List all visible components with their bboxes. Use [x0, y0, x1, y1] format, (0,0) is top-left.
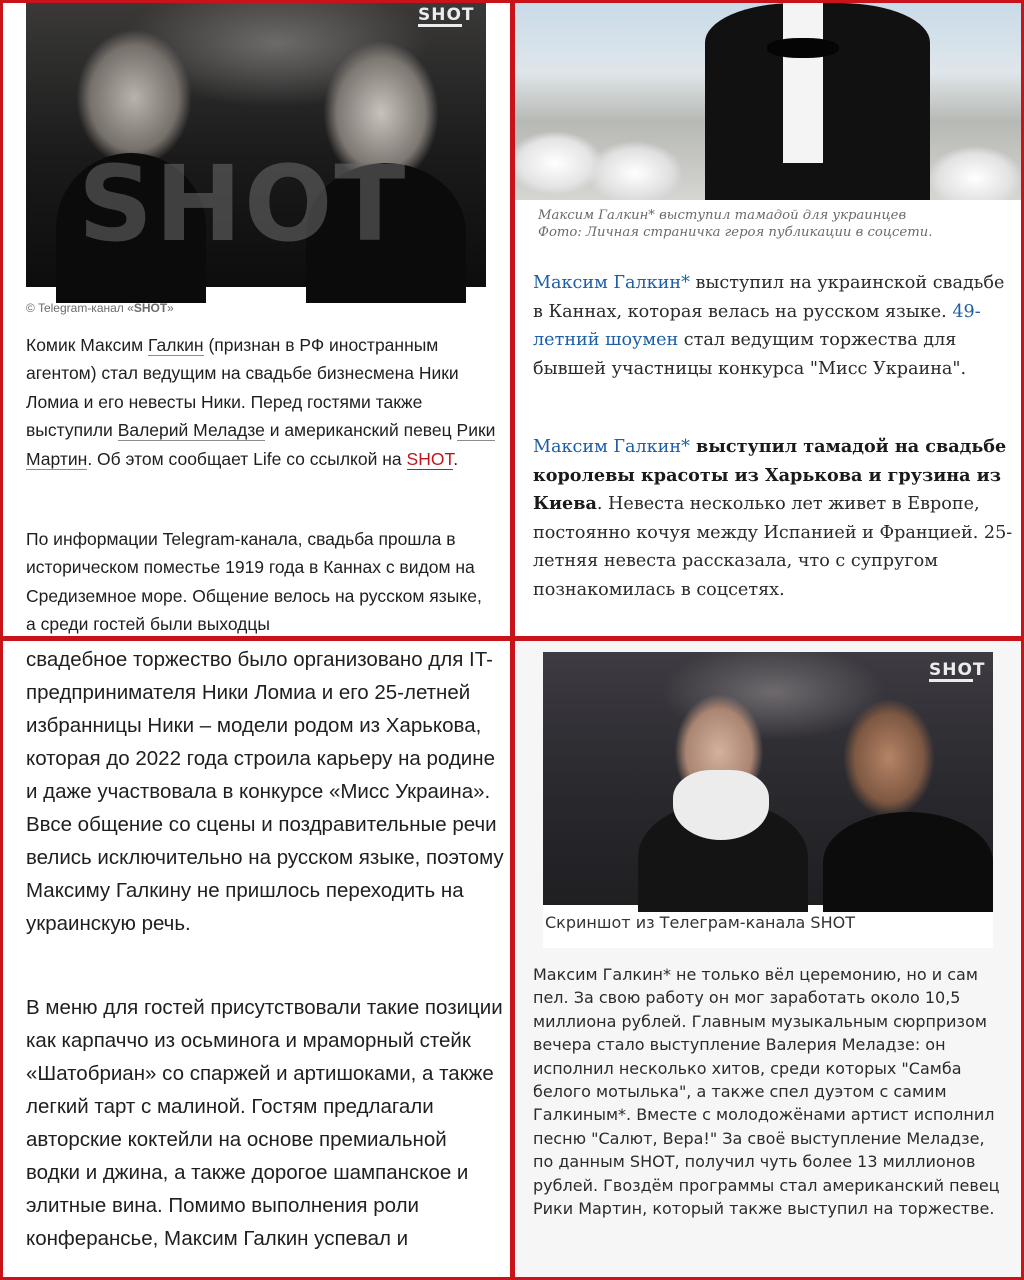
link-meladze[interactable]: Валерий Меладзе — [117, 420, 265, 441]
photo-caption: Скриншот из Телеграм-канала SHOT — [545, 913, 855, 932]
photo-credit — [26, 301, 174, 315]
article-panel-top-right — [515, 3, 1021, 636]
link-galkin[interactable]: Максим Галкин* — [533, 437, 690, 457]
article-paragraph: В меню для гостей присутствовали такие позиции как карпаччо из осьминога и мраморный стейк «Шатобриан» со спаржей и артишоками, а также легкий тарт с малиной. Гостям предлагали авторские коктейли на основе премиальной водки и джина, а также дорогое шампанское и элитные вина. Помимо выполнения роли конферансье, Максим Галкин успевал и — [26, 996, 503, 1250]
article-paragraph: Максим Галкин* не только вёл церемонию, но и сам пел. За свою работу он мог заработать около 10,5 миллиона рублей. Главным музыкальным сюрпризом вечера стало выступление Валерия Меладзе: он исполнил несколько хитов, среди которых "Самба белого мотылька", а также спел дуэтом с самим Галкиным*. Вместе с молодожёнами артист исполнил песню "Салют, Вера!" За своё выступление Меладзе, по данным SHOT, получил чуть более 13 миллионов рублей. Гвоздём программы стал американский певец Рики Мартин, который также выступил на торжестве. — [533, 965, 1000, 1219]
shot-logo: SHOT — [418, 5, 475, 25]
selfie-photo — [543, 652, 993, 905]
article-paragraph: свадебное торжество было организовано для IT-предпринимателя Ники Ломиа и его 25-летней избранницы Ники – модели родом из Харькова, которая до 2022 года строила карьеру на родине и даже участвовала в конкурсе «Мисс Украина». Ввсе общение со сцены и поздравительные речи велись исключительно на русском языке, поэтому Максиму Галкину не пришлось переходить на украинскую речь. — [26, 648, 504, 935]
credit-prefix: © Telegram-канал « — [26, 301, 134, 315]
link-galkin[interactable]: Галкин — [148, 335, 204, 355]
link-shot[interactable]: SHOT — [406, 448, 454, 469]
photo-caption: Максим Галкин* выступил тамадой для украинцев Фото: Личная страничка героя публикации в соцсети. — [538, 208, 933, 240]
credit-suffix: » — [167, 301, 174, 315]
article-panel-bottom-right — [515, 641, 1021, 1277]
concert-photo — [26, 3, 486, 287]
link-showman[interactable]: 49-летний шоумен — [533, 301, 981, 350]
link-galkin[interactable]: Максим Галкин* — [533, 273, 690, 293]
article-paragraph: Максим Галкин* выступил тамадой на свадьбе королевы красоты из Харькова и грузина из Киева. Невеста несколько лет живет в Европе, постоянно кочуя между Испанией и Францией. 25-летняя невеста рассказала, что с супругом познакомилась в соцсетях. — [533, 436, 1013, 600]
groom-photo — [515, 3, 1021, 200]
person-right-silhouette — [823, 812, 993, 912]
article-panel-top-left — [3, 3, 510, 636]
article-paragraph: Комик Максим Галкин (признан в РФ иностранным агентом) стал ведущим на свадьбе бизнесмена Ники Ломиа и его невесты Ники. Перед гостями также выступили Валерий Меладзе и американский певец Рики Мартин. Об этом сообщает Life со ссылкой на SHOT. — [26, 335, 496, 469]
white-shirt — [783, 3, 823, 163]
bow-tie — [767, 38, 839, 58]
link-ricky-martin[interactable]: Рики Мартин — [26, 420, 496, 469]
white-beard — [673, 770, 769, 840]
article-panel-bottom-left — [3, 641, 510, 1277]
shot-logo: SHOT — [929, 660, 986, 680]
article-paragraph: По информации Telegram-канала, свадьба прошла в историческом поместье 1919 года в Каннах с видом на Средиземное море. Общение велось на русском языке, а среди гостей были выходцы — [26, 529, 482, 635]
shot-watermark: SHOT — [78, 143, 408, 265]
article-paragraph: Максим Галкин* выступил на украинской свадьбе в Каннах, которая велась на русском языке. 49-летний шоумен стал ведущим торжества для бывшей участницы конкурса "Мисс Украина". — [533, 273, 1005, 379]
credit-brand: SHOT — [133, 301, 168, 315]
